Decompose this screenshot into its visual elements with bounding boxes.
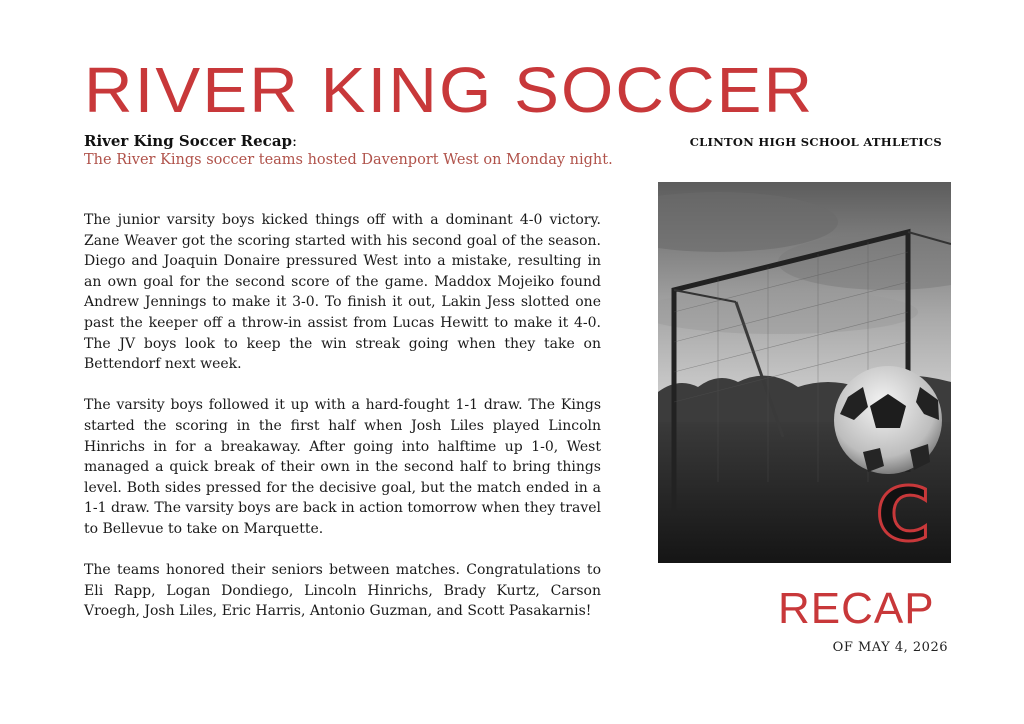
subtitle: The River Kings soccer teams hosted Davenport West on Monday night. bbox=[84, 152, 613, 168]
soccer-photo bbox=[658, 182, 951, 563]
recap-heading-text: River King Soccer Recap bbox=[84, 132, 293, 150]
recap-heading bbox=[84, 132, 297, 150]
masthead-title: RIVER KING SOCCER bbox=[84, 54, 815, 126]
recap-title: RECAP bbox=[778, 584, 935, 633]
article-body bbox=[84, 210, 601, 642]
clinton-c-logo bbox=[876, 472, 930, 558]
article-paragraph-jv: The junior varsity boys kicked things off with a dominant 4-0 victory. Zane Weaver got the scoring started with his second goal of the season. Diego and Joaquin Donaire pressured West into a mistake, resulting in an own goal for the second score of the game. Maddox Mojeiko found Andrew Jennings to make it 3-0. To finish it out, Lakin Jess slotted one past the keeper off a throw-in assist from Lucas Hewitt to make it 4-0. The JV boys look to keep the win streak going when they take on Bettendorf next week. bbox=[84, 212, 601, 373]
article-paragraph-seniors: The teams honored their seniors between matches. Congratulations to Eli Rapp, Logan Dondiego, Lincoln Hinrichs, Brady Kurtz, Carson Vroegh, Josh Liles, Eric Harris, Antonio Guzman, and Scott Pasakarnis! bbox=[84, 562, 601, 620]
recap-heading-colon: : bbox=[292, 132, 298, 150]
recap-date: OF MAY 4, 2026 bbox=[832, 640, 948, 655]
article-paragraph-varsity: The varsity boys followed it up with a hard-fought 1-1 draw. The Kings started the scoring in the first half when Josh Liles played Lincoln Hinrichs in for a breakaway. After going into halftime up 1-0, West managed a quick break of their own in the second half to bring things level. Both sides pressed for the decisive goal, but the match ended in a 1-1 draw. The varsity boys are back in action tomorrow when they travel to Bellevue to take on Marquette. bbox=[84, 397, 601, 537]
school-name: CLINTON HIGH SCHOOL ATHLETICS bbox=[689, 135, 942, 149]
svg-text:C: C bbox=[875, 472, 931, 558]
